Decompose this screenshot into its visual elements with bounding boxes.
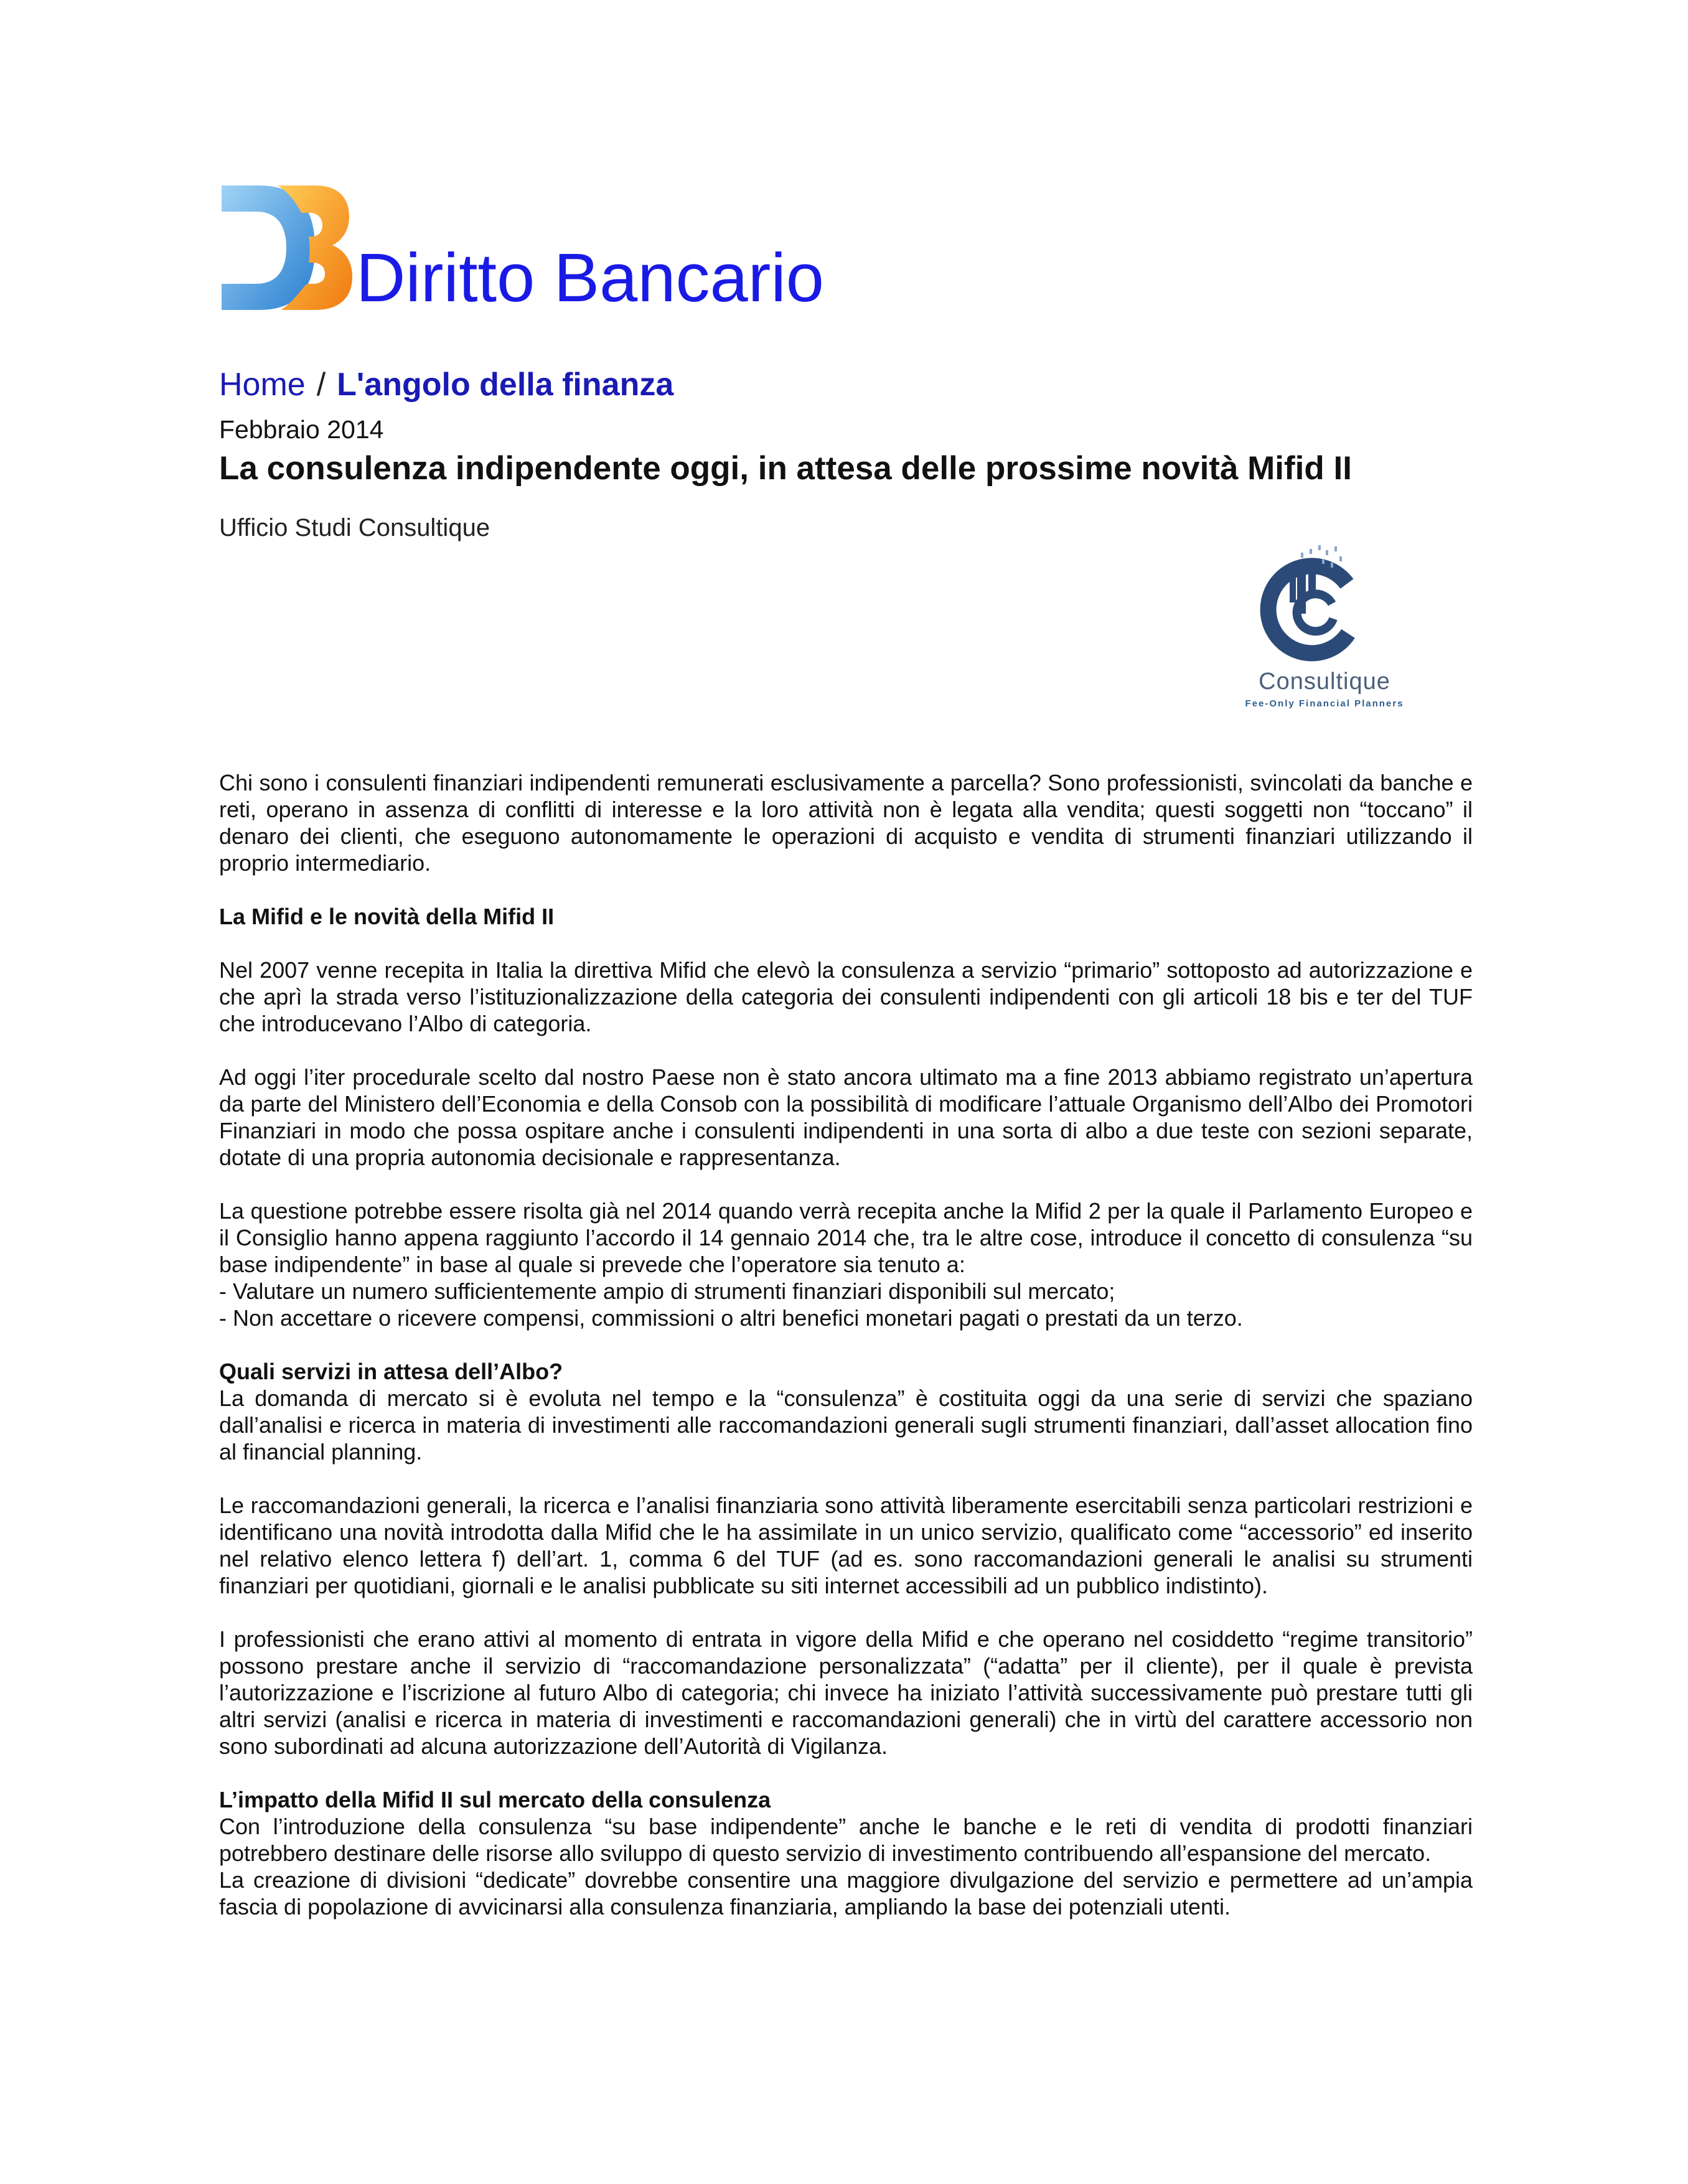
breadcrumb-separator: /	[316, 367, 326, 403]
paragraph: Chi sono i consulenti finanziari indipendenti remunerati esclusivamente a parcella? Sono professionisti, svincolati da banche e reti, operano in assenza di conflitti di interesse e la loro attività non è legata alla vendita; questi soggetti non “toccano” il denaro dei clienti, che eseguono autonomamente le operazioni di acquisto e vendita di strumenti finanziari utilizzando il proprio intermediario.	[219, 770, 1473, 876]
section-heading: L’impatto della Mifid II sul mercato della consulenza	[219, 1787, 771, 1812]
db-logo-graphic	[222, 185, 352, 310]
article-date: Febbraio 2014	[219, 415, 384, 444]
paragraph: Nel 2007 venne recepita in Italia la direttiva Mifid che elevò la consulenza a servizio “primario” sottoposto ad autorizzazione e che aprì la strada verso l’istituzionalizzazione della categoria dei consulenti indipendenti con gli articoli 18 bis e ter del TUF che introducevano l’Albo di categoria.	[219, 957, 1473, 1036]
db-logo-icon[interactable]	[222, 185, 352, 310]
paragraph: Con l’introduzione della consulenza “su base indipendente” anche le banche e le reti di vendita di prodotti finanziari potrebbero destinare delle risorse allo sviluppo di questo servizio di investimento contribuendo all’espansione del mercato.	[219, 1814, 1473, 1866]
paragraph: I professionisti che erano attivi al momento di entrata in vigore della Mifid e che operano nel cosiddetto “regime transitorio” possono prestare anche il servizio di “raccomandazione personalizzata” (“adatta” per il cliente), per il quale è prevista l’autorizzazione e l’iscrizione al futuro Albo di categoria; chi invece ha iniziato l’attività successivamente può prestare tutti gli altri servizi (analisi e ricerca in materia di investimenti e raccomandazioni generali) che in virtù del carattere accessorio non sono subordinati ad alcuna autorizzazione dell’Autorità di Vigilanza.	[219, 1626, 1473, 1759]
breadcrumb	[219, 368, 673, 401]
article-author: Ufficio Studi Consultique	[219, 514, 490, 541]
list-item: - Non accettare o ricevere compensi, commissioni o altri benefici monetari pagati o prestati da un terzo.	[219, 1305, 1243, 1331]
consultique-logo-name: Consultique	[1259, 668, 1390, 695]
list-item: - Valutare un numero sufficientemente ampio di strumenti finanziari disponibili sul mercato;	[219, 1278, 1115, 1304]
consultique-logo-icon	[1185, 540, 1464, 665]
breadcrumb-section-link[interactable]: L'angolo della finanza	[337, 367, 674, 403]
paragraph: La domanda di mercato si è evoluta nel tempo e la “consulenza” è costituita oggi da una serie di servizi che spaziano dall’analisi e ricerca in materia di investimenti alle raccomandazioni generali sugli strumenti finanziari, dall’asset allocation fino al financial planning.	[219, 1385, 1473, 1465]
consultique-logo	[1185, 540, 1464, 721]
paragraph: Le raccomandazioni generali, la ricerca e l’analisi finanziaria sono attività liberamente esercitabili senza particolari restrizioni e identificano una novità introdotta dalla Mifid che le ha assimilate in un unico servizio, qualificato come “accessorio” ed inserito nel relativo elenco lettera f) dell’art. 1, comma 6 del TUF (ad es. sono raccomandazioni generali le analisi su strumenti finanziari per quotidiani, giornali e le analisi pubblicate su siti internet accessibili ad un pubblico indistinto).	[219, 1493, 1473, 1598]
paragraph: La questione potrebbe essere risolta già nel 2014 quando verrà recepita anche la Mifid 2 per la quale il Parlamento Europeo e il Consiglio hanno appena raggiunto l’accordo il 14 gennaio 2014 che, tra le altre cose, introduce il concetto di consulenza “su base indipendente” in base al quale si prevede che l’operatore sia tenuto a:	[219, 1198, 1473, 1277]
paragraph: La creazione di divisioni “dedicate” dovrebbe consentire una maggiore divulgazione del servizio e permettere ad un’ampia fascia di popolazione di avvicinarsi alla consulenza finanziaria, ampliando la base dei potenziali utenti.	[219, 1867, 1473, 1919]
paragraph: Ad oggi l’iter procedurale scelto dal nostro Paese non è stato ancora ultimato ma a fine 2013 abbiamo registrato un’apertura da parte del Ministero dell’Economia e della Consob con la possibilità di modificare l’attuale Organismo dell’Albo dei Promotori Finanziari in modo che possa ospitare anche i consulenti indipendenti in una sorta di albo a due teste con sezioni separate, dotate di una propria autonomia decisionale e rappresentanza.	[219, 1064, 1473, 1170]
breadcrumb-home-link[interactable]: Home	[219, 367, 306, 403]
article-body	[219, 769, 1473, 1920]
article-title: La consulenza indipendente oggi, in attesa delle prossime novità Mifid II	[219, 450, 1352, 487]
section-heading: Quali servizi in attesa dell’Albo?	[219, 1359, 563, 1384]
site-title[interactable]: Diritto Bancario	[356, 240, 824, 316]
consultique-logo-tagline: Fee-Only Financial Planners	[1245, 698, 1404, 709]
section-heading: La Mifid e le novità della Mifid II	[219, 904, 555, 929]
